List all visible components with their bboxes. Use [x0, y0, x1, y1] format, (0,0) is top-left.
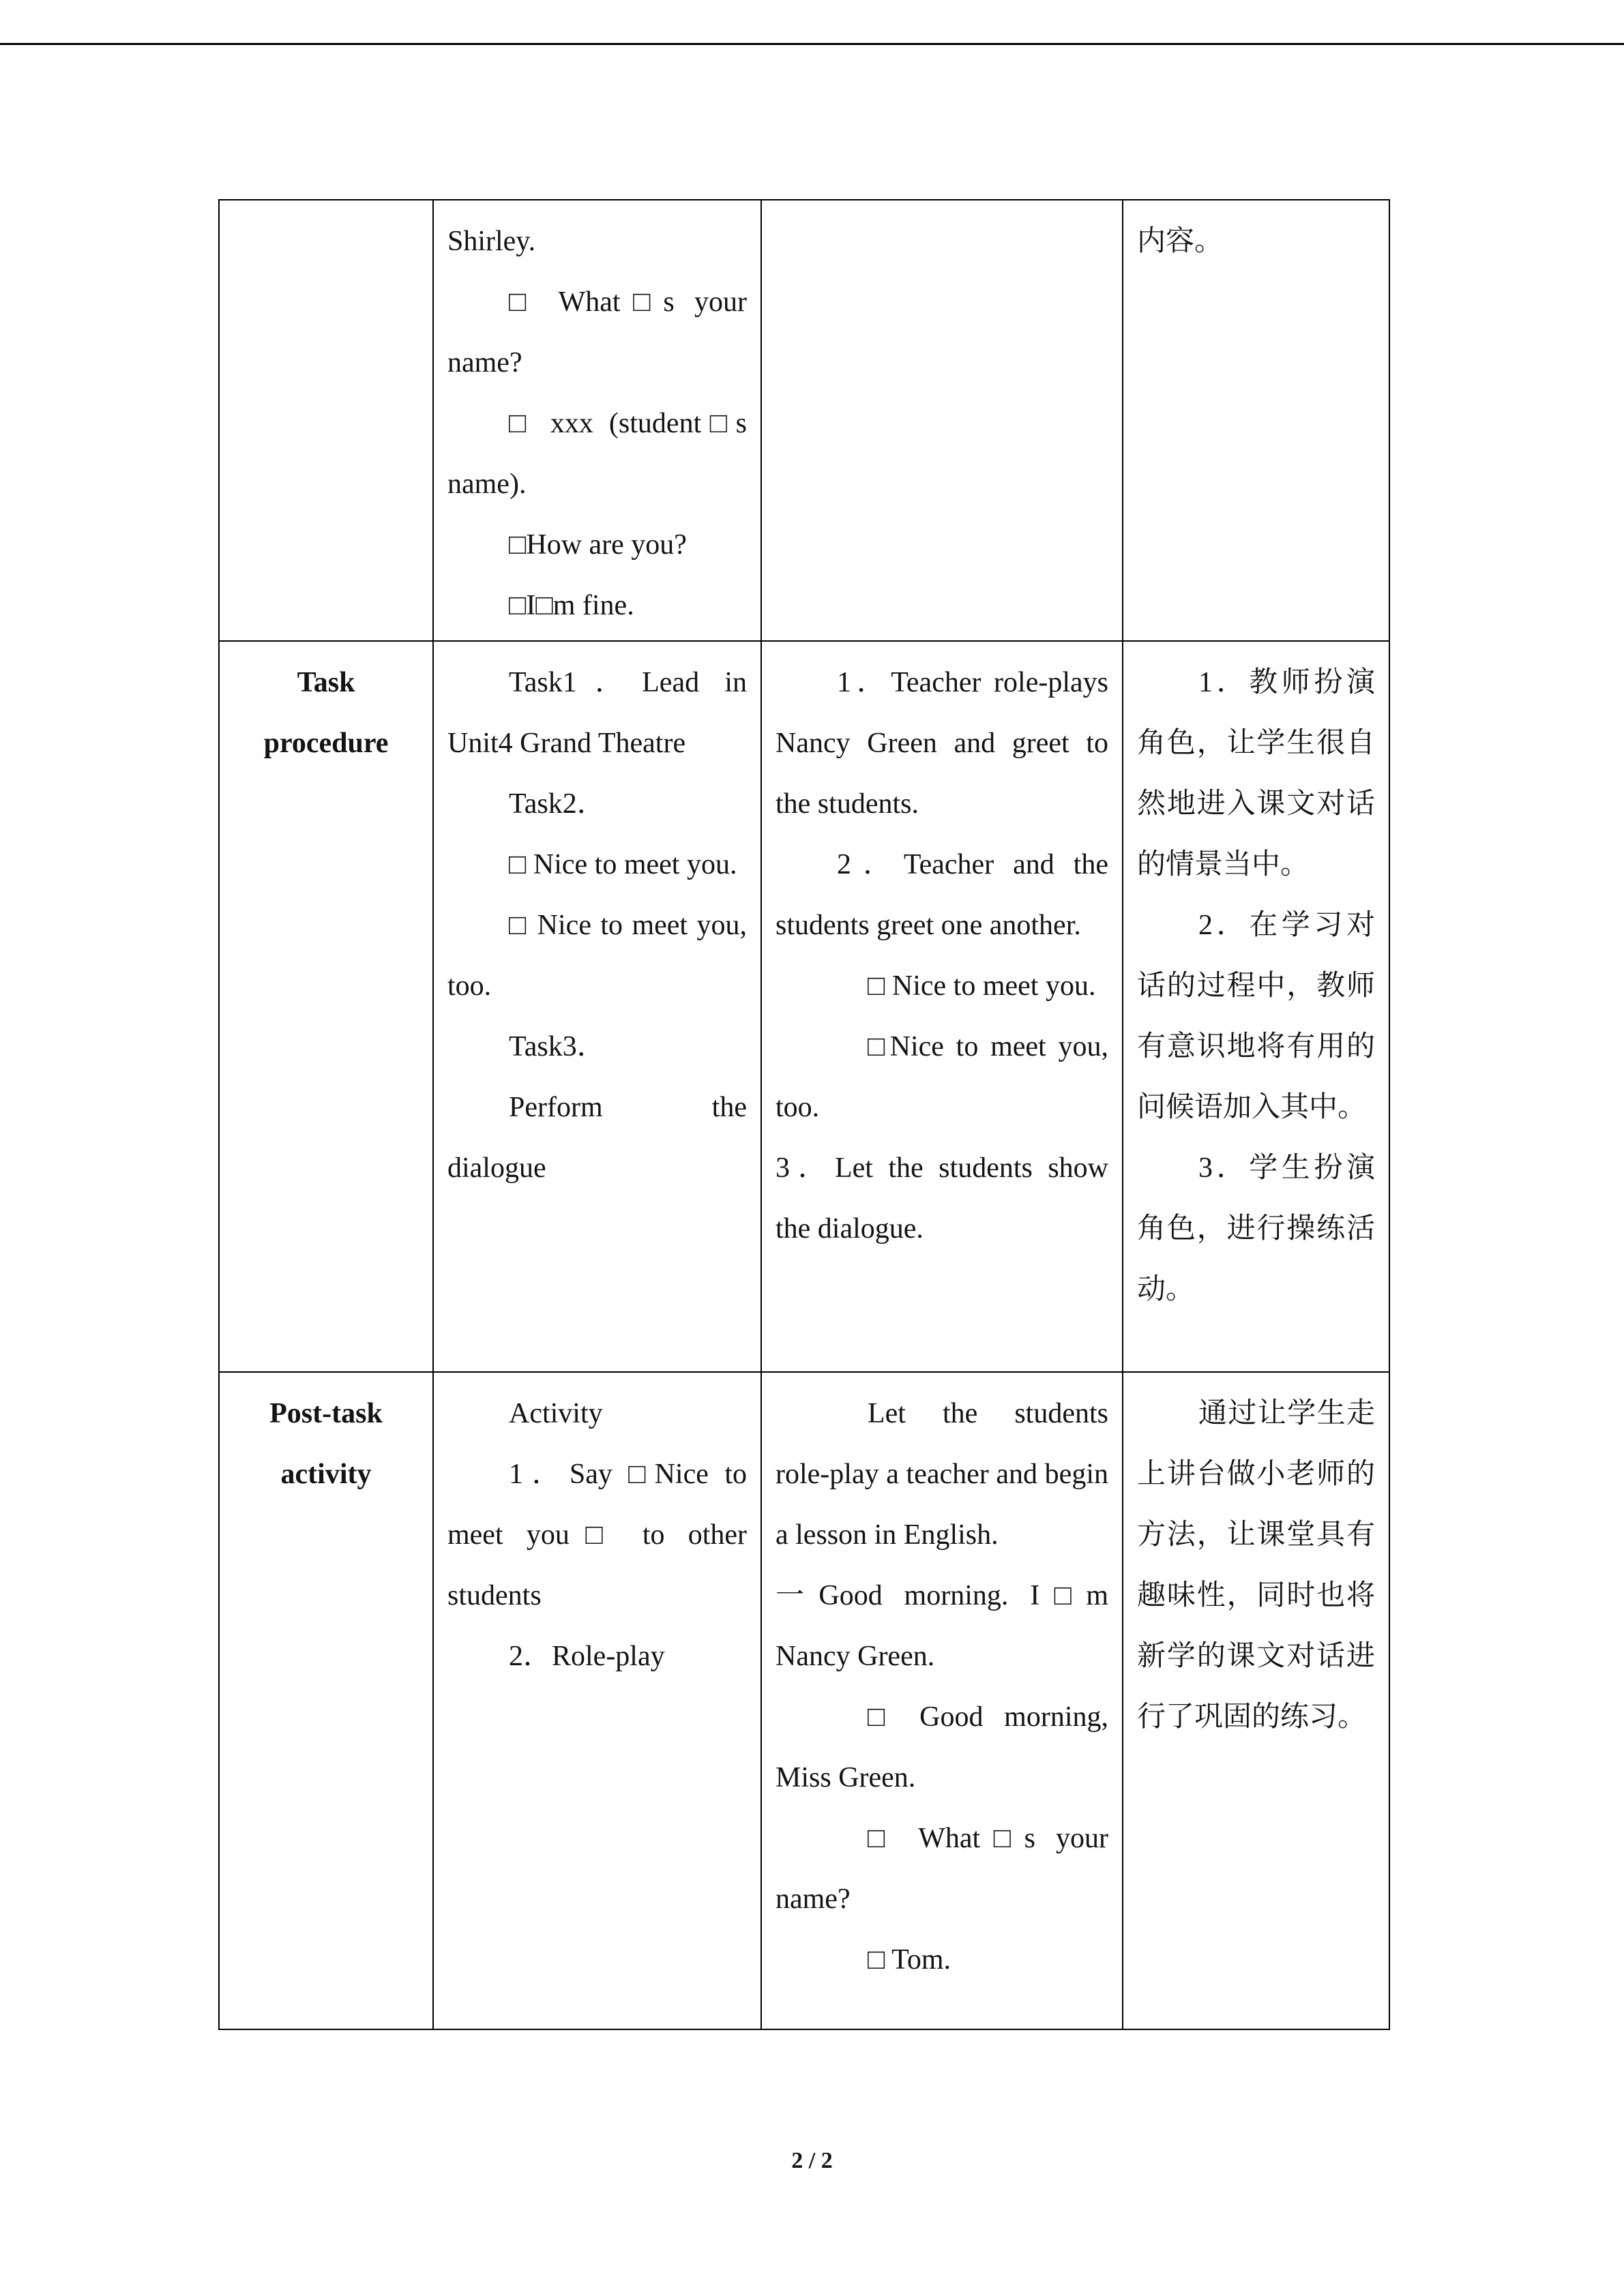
teacher-activity-cell	[761, 641, 1123, 1372]
paragraph: □ What□s your name?	[447, 286, 747, 378]
paragraph: □I□m fine.	[509, 590, 634, 621]
continued-dialogue-cell	[433, 200, 761, 641]
paragraph: 1．Teacher role-plays Nancy Green and greet to the students.	[776, 667, 1108, 820]
row-header-label: Post-task activity	[269, 1398, 383, 1490]
paragraph: 2．Teacher and the students greet one another.	[776, 849, 1108, 941]
page-number	[0, 2148, 1624, 2174]
paragraph: Let the students role-play a teacher and begin a lesson in English.	[776, 1398, 1108, 1551]
paragraph: 2．在学习对话的过程中，教师有意识地将有用的问候语加入其中。	[1137, 910, 1375, 1123]
design-intent-cell	[1123, 641, 1389, 1372]
table-row-continuation	[219, 200, 1389, 641]
paragraph: □ Nice to meet you.	[509, 849, 737, 880]
continued-remark-cell	[1123, 200, 1389, 641]
table-row-post-task-activity	[219, 1372, 1389, 2029]
paragraph: 1．教师扮演角色，让学生很自然地进入课文对话的情景当中。	[1137, 667, 1375, 880]
page-number-text: 2 / 2	[791, 2148, 833, 2173]
paragraph: Shirley.	[447, 226, 536, 257]
paragraph: 2．Role-play	[509, 1641, 665, 1672]
paragraph: □Nice to meet you, too.	[776, 1031, 1108, 1123]
paragraph: 1．Say □Nice to meet you□ to other students	[447, 1459, 747, 1611]
role-play-dialogue-cell	[761, 1372, 1123, 2029]
design-intent-cell	[1123, 1372, 1389, 2029]
paragraph: 通过让学生走上讲台做小老师的方法，让课堂具有趣味性，同时也将新学的课文对话进行了巩固的练习。	[1137, 1398, 1375, 1733]
task-steps-cell	[433, 641, 761, 1372]
paragraph: □ Nice to meet you, too.	[447, 910, 747, 1002]
paragraph: Task2．	[509, 788, 606, 820]
header-rule	[0, 43, 1624, 45]
row-header-post-task-activity	[219, 1372, 433, 2029]
row-header-empty-cell	[219, 200, 433, 641]
activity-steps-cell	[433, 1372, 761, 2029]
paragraph: □ xxx (student□s name).	[447, 408, 747, 500]
paragraph: □ Good morning, Miss Green.	[776, 1701, 1108, 1793]
row-header-task-procedure	[219, 641, 433, 1372]
row-header-label: Task procedure	[263, 667, 389, 759]
paragraph: □ Nice to meet you.	[868, 970, 1096, 1002]
paragraph: □ Tom.	[868, 1944, 951, 1976]
paragraph: 一Good morning. I□m Nancy Green.	[776, 1580, 1108, 1672]
paragraph: Activity	[509, 1398, 603, 1429]
paragraph: 3．Let the students show the dialogue.	[776, 1152, 1108, 1244]
paragraph: □ What□s your name?	[776, 1823, 1108, 1915]
paragraph: 3．学生扮演角色，进行操练活动。	[1137, 1152, 1375, 1305]
lesson-plan-table	[218, 199, 1390, 2030]
paragraph: Perform the dialogue	[447, 1092, 747, 1184]
paragraph: Task3．	[509, 1031, 606, 1062]
paragraph: □How are you?	[509, 529, 687, 561]
empty-activity-cell	[761, 200, 1123, 641]
table-row-task-procedure	[219, 641, 1389, 1372]
paragraph: 内容。	[1137, 226, 1224, 257]
paragraph: Task1．Lead in Unit4 Grand Theatre	[447, 667, 747, 759]
